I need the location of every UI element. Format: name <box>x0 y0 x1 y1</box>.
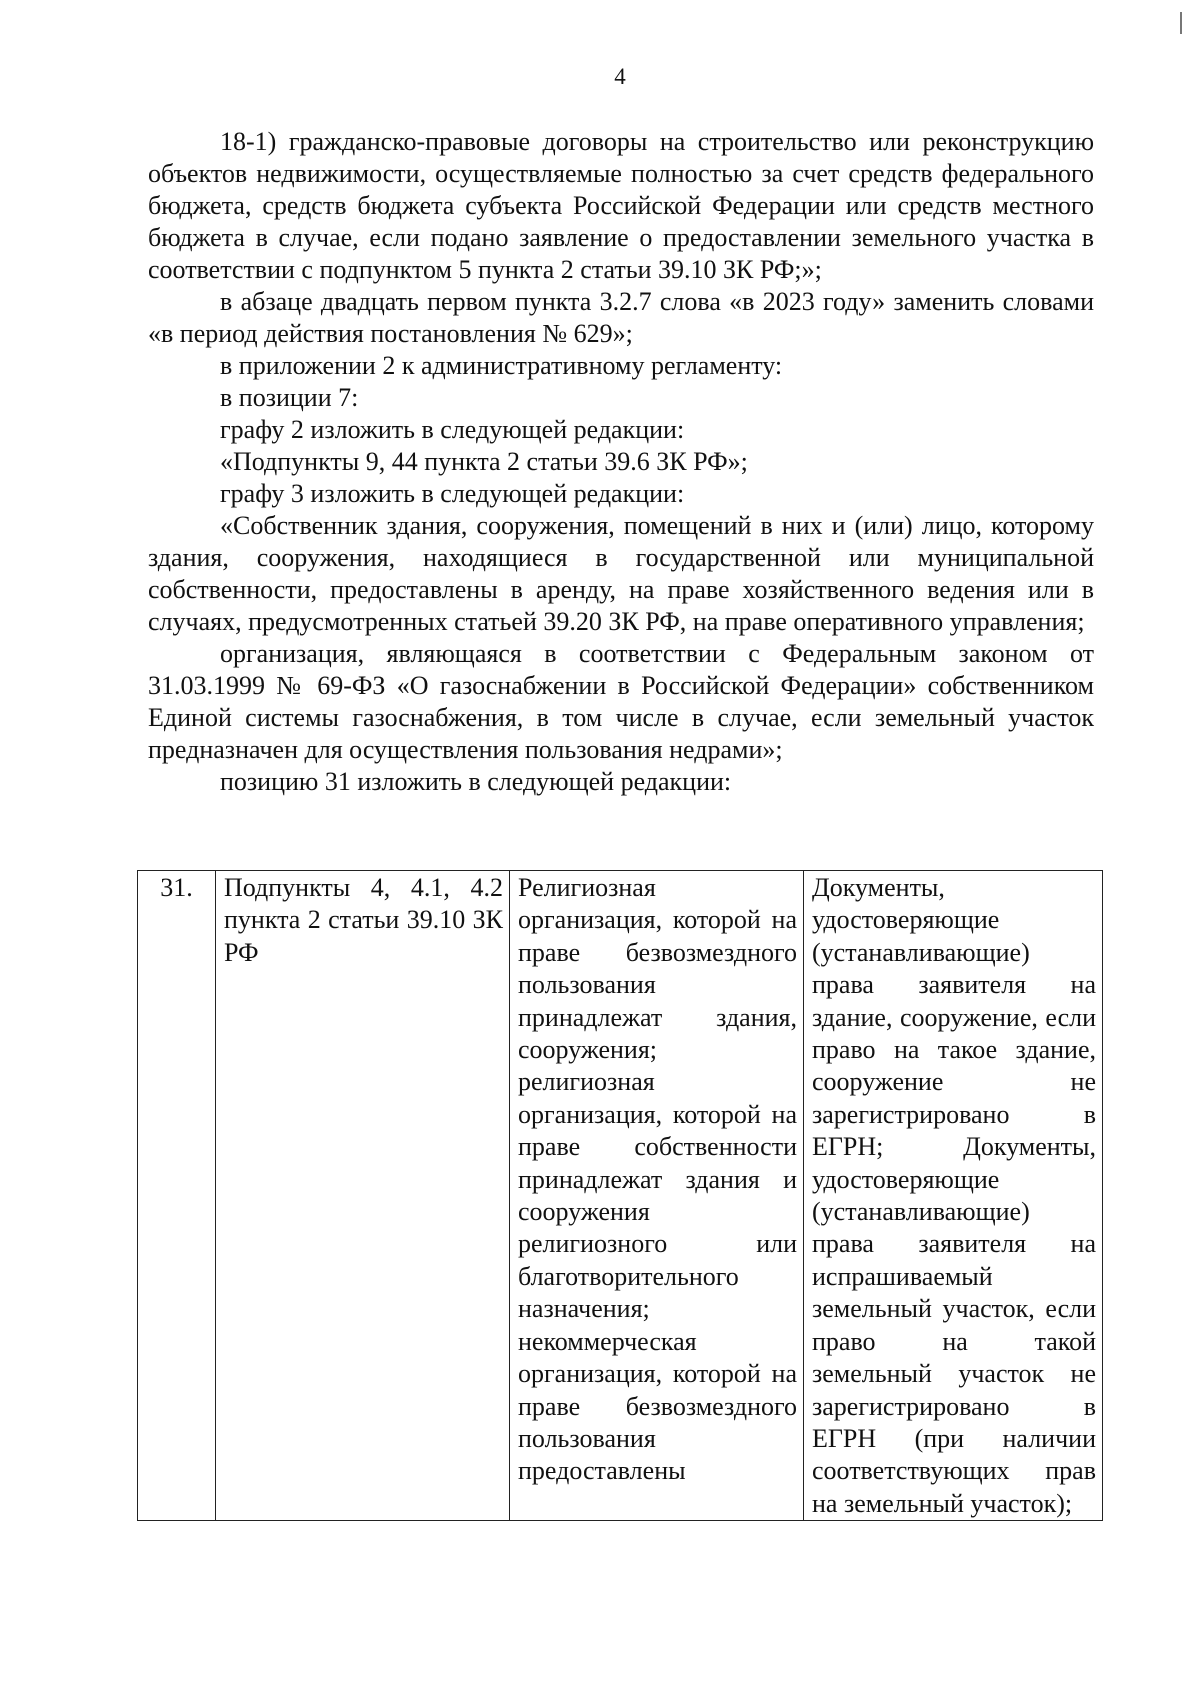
applicant-cell: Религиозная организация, которой на праве безвозмездного пользования принадлежат здания, сооружения; религиозная организация, которой на праве собственности принадлежат здания и сооружения религиозного или благотворительного назначения; некоммерческая организация, которой на праве безвозмездного пользования предоставлены <box>510 871 804 1521</box>
legal-basis-cell: Подпункты 4, 4.1, 4.2 пункта 2 статьи 39.10 ЗК РФ <box>216 871 510 1521</box>
page-number: 4 <box>614 64 626 89</box>
document-body <box>148 126 1094 798</box>
documents-cell: Документы, удостоверяющие (устанавливающие) права заявителя на здание, сооружение, если право на такое здание, сооружение не зарегистрировано в ЕГРН; Документы, удостоверяющие (устанавливающие) права заявителя на испрашиваемый земельный участок, если право на такой земельный участок не зарегистрировано в ЕГРН (при наличии соответствующих прав на земельный участок); <box>804 871 1103 1521</box>
paragraph-column-2-text: «Подпункты 9, 44 пункта 2 статьи 39.6 ЗК РФ»; <box>220 447 748 476</box>
paragraph-column-2: графу 2 изложить в следующей редакции: <box>220 415 685 444</box>
paragraph-clause-3-2-7: в абзаце двадцать первом пункта 3.2.7 слова «в 2023 году» заменить словами «в период действия постановления № 629»; <box>148 287 1094 348</box>
paragraph-appendix-2: в приложении 2 к административному регламенту: <box>220 351 783 380</box>
paragraph-position-7: в позиции 7: <box>220 383 359 412</box>
paragraph-position-31: позицию 31 изложить в следующей редакции: <box>220 767 732 796</box>
paragraph-gas-organization: организация, являющаяся в соответствии с Федеральным законом от 31.03.1999 № 69-ФЗ «О газоснабжении в Российской Федерации» собственником Единой системы газоснабжения, в том числе в случае, если земельный участок предназначен для осуществления пользования недрами»; <box>148 639 1094 764</box>
scan-edge-mark <box>1180 12 1182 34</box>
paragraph-18-1: 18-1) гражданско-правовые договоры на строительство или реконструкцию объектов недвижимости, осуществляемые полностью за счет средств федерального бюджета, средств бюджета субъекта Российской Федерации или средств местного бюджета в случае, если подано заявление о предоставлении земельного участка в соответствии с подпунктом 5 пункта 2 статьи 39.10 ЗК РФ;»; <box>148 127 1094 284</box>
position-31-table <box>137 870 1103 1521</box>
table-row <box>138 871 1103 1521</box>
paragraph-owner: «Собственник здания, сооружения, помещений в них и (или) лицо, которому здания, сооружения, находящиеся в государственной или муниципальной собственности, предоставлены в аренду, на праве хозяйственного ведения или в случаях, предусмотренных статьей 39.20 ЗК РФ, на праве оперативного управления; <box>148 511 1094 636</box>
row-number-cell: 31. <box>138 871 216 1521</box>
paragraph-column-3: графу 3 изложить в следующей редакции: <box>220 479 685 508</box>
